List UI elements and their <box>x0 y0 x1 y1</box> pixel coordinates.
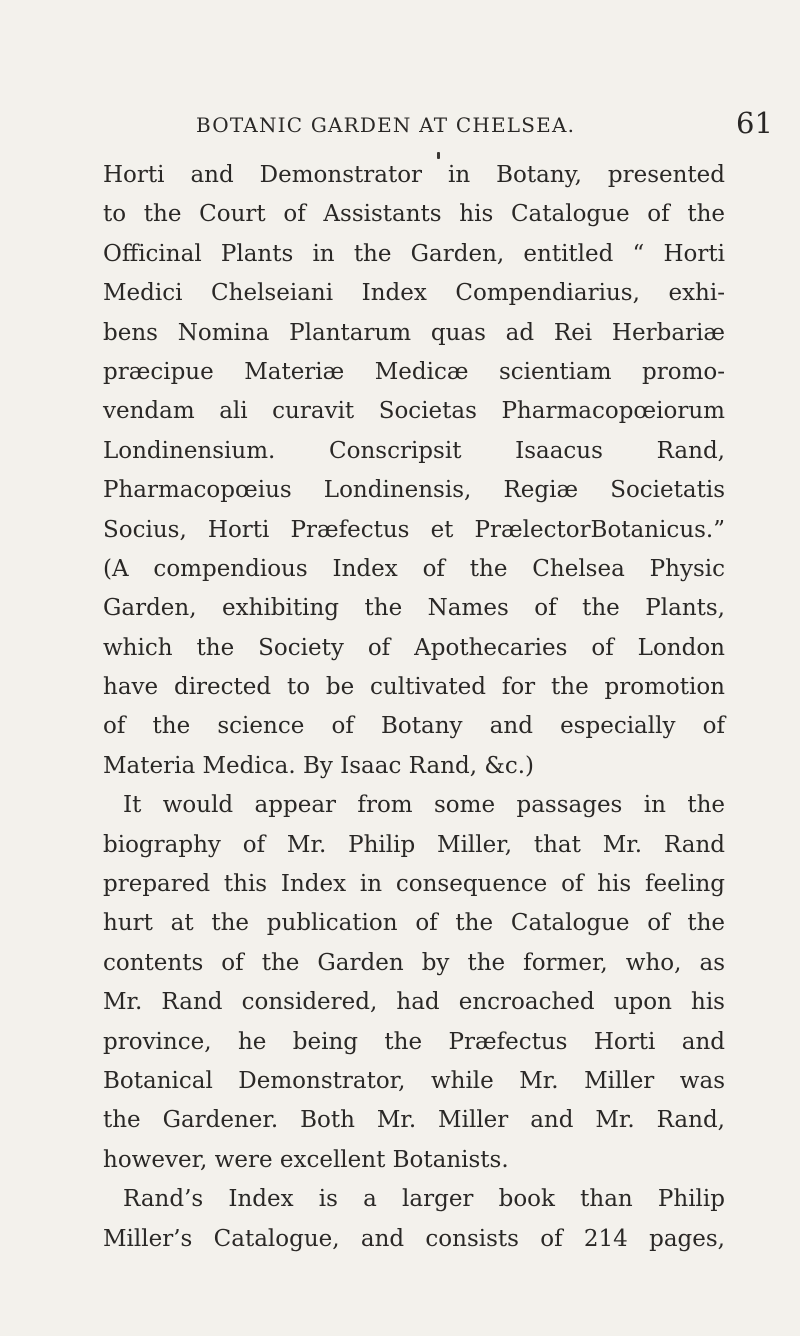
text-line: Miller’s Catalogue, and consists of 214 pages, <box>103 1225 725 1252</box>
text-line: biography of Mr. Philip Miller, that Mr. Rand <box>103 831 725 858</box>
running-head: BOTANIC GARDEN AT CHELSEA. <box>196 113 576 137</box>
text-line: to the Court of Assistants his Catalogue of the <box>103 201 725 228</box>
text-line: prepared this Index in consequence of his feeling <box>103 871 725 898</box>
text-line: which the Society of Apothecaries of London <box>103 634 725 661</box>
text-line: Rand’s Index is a larger book than Philip <box>123 1186 725 1213</box>
text-line: the Gardener. Both Mr. Miller and Mr. Rand, <box>103 1107 725 1134</box>
text-line: have directed to be cultivated for the promotion <box>103 674 725 701</box>
text-line: Horti and Demonstrator in Botany, presented <box>103 162 725 188</box>
text-line: of the science of Botany and especially of <box>103 713 725 740</box>
text-line: Mr. Rand considered, had encroached upon his <box>103 989 725 1016</box>
text-line: Medici Chelseiani Index Compendiarius, exhi- <box>103 280 725 307</box>
text-line: however, were excellent Botanists. <box>103 1146 509 1173</box>
page-number: 61 <box>736 106 773 140</box>
text-line: vendam ali curavit Societas Pharmacopœiorum <box>103 398 725 425</box>
text-line: contents of the Garden by the former, who, as <box>103 949 725 976</box>
text-line: bens Nomina Plantarum quas ad Rei Herbariæ <box>103 319 725 346</box>
text-line: (A compendious Index of the Chelsea Physic <box>103 555 725 582</box>
text-line: Pharmacopœius Londinensis, Regiæ Societatis <box>103 477 725 504</box>
text-line: Officinal Plants in the Garden, entitled “ Horti <box>103 240 725 267</box>
text-line: præcipue Materiæ Medicæ scientiam promo- <box>103 358 725 385</box>
body-text <box>103 156 725 1259</box>
text-line: hurt at the publication of the Catalogue of the <box>103 910 725 937</box>
text-line: province, he being the Præfectus Horti and <box>103 1028 725 1055</box>
text-line: It would appear from some passages in the <box>123 792 725 819</box>
text-line: Londinensium. Conscripsit Isaacus Rand, <box>103 437 725 464</box>
text-line: Socius, Horti Præfectus et PrælectorBotanicus.” <box>103 516 725 543</box>
text-line: Garden, exhibiting the Names of the Plants, <box>103 595 725 622</box>
text-line: Botanical Demonstrator, while Mr. Miller was <box>103 1067 725 1094</box>
text-line: Materia Medica. By Isaac Rand, &c.) <box>103 752 535 779</box>
